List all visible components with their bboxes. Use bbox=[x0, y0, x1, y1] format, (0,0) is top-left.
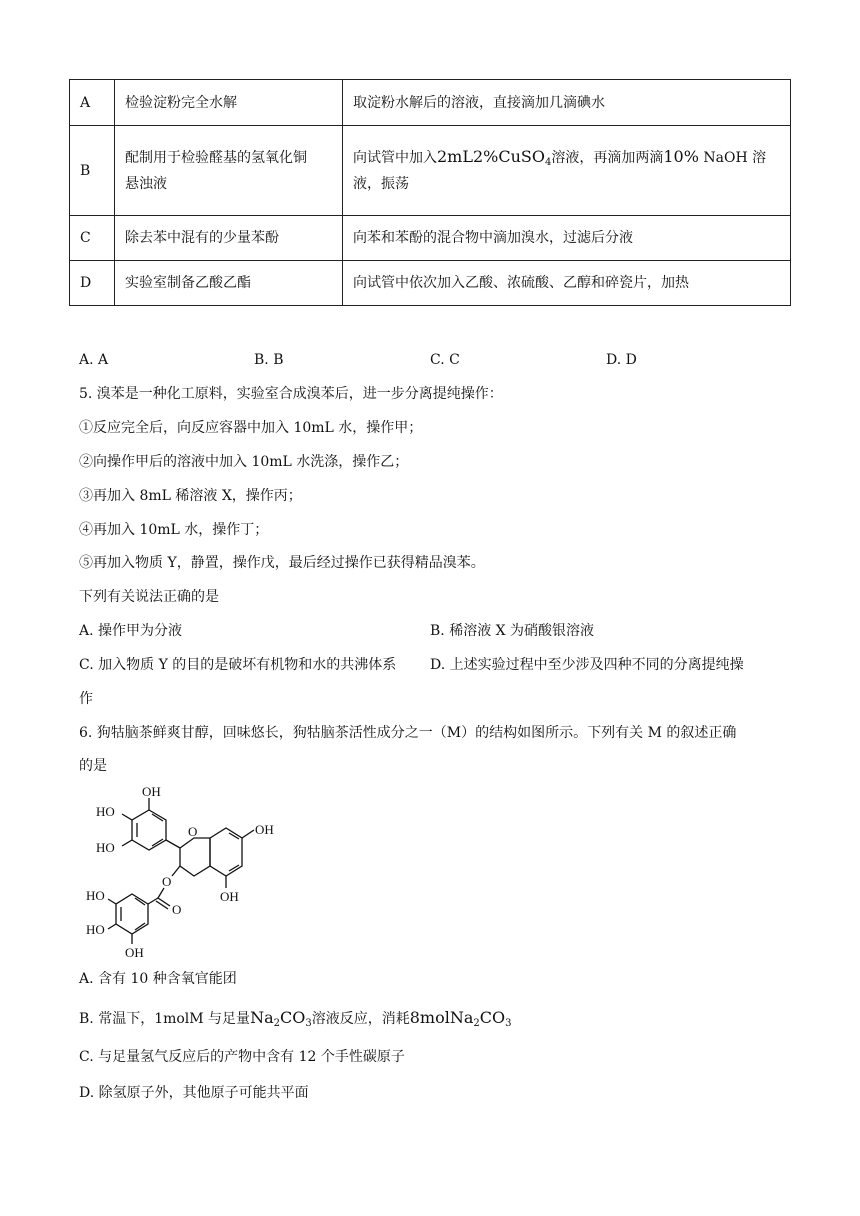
bond bbox=[108, 924, 116, 929]
q5-choice-c[interactable]: C. 加入物质 Y 的目的是破坏有机物和水的共沸体系 bbox=[79, 657, 397, 673]
oh-label: OH bbox=[255, 822, 274, 837]
bond bbox=[242, 830, 254, 838]
experiment-purpose: 配制用于检验醛基的氢氧化铜 悬浊液 bbox=[115, 126, 343, 216]
experiment-operation: 向试管中依次加入乙酸、浓硫酸、乙醇和碎瓷片，加热 bbox=[343, 261, 791, 306]
bond bbox=[108, 899, 116, 904]
q4-choice-a[interactable]: A. A bbox=[79, 352, 109, 368]
molecule-structure bbox=[86, 782, 292, 960]
q6-stem: 6. 狗牯脑茶鲜爽甘醇，回味悠长，狗牯脑茶活性成分之一（M）的结构如图所示。下列有关 M 的叙述正确 bbox=[79, 725, 737, 741]
q4-choice-d[interactable]: D. D bbox=[606, 352, 637, 368]
bond bbox=[156, 901, 168, 909]
experiment-operation: 向试管中加入2mL2%CuSO$_4$溶液，再滴加两滴10% NaOH 溶 液，振荡 bbox=[343, 126, 791, 216]
oh-label: OH bbox=[220, 889, 239, 904]
q5-step: ①反应完全后，向反应容器中加入 10mL 水，操作甲； bbox=[79, 420, 423, 436]
option-letter: B bbox=[70, 126, 115, 216]
bond bbox=[122, 814, 132, 820]
bond bbox=[229, 865, 239, 871]
q5-question: 下列有关说法正确的是 bbox=[79, 589, 219, 605]
option-letter: D bbox=[70, 261, 115, 306]
table-row bbox=[70, 261, 791, 306]
oh-label: OH bbox=[125, 945, 144, 960]
q4-choice-b[interactable]: B. B bbox=[254, 352, 284, 368]
q6-choice-c[interactable]: C. 与足量氢气反应后的产物中含有 12 个手性碳原子 bbox=[79, 1049, 405, 1065]
table-row bbox=[70, 216, 791, 261]
bond bbox=[172, 866, 180, 876]
q5-step: ②向操作甲后的溶液中加入 10mL 水洗涤，操作乙； bbox=[79, 454, 409, 470]
q5-step: ④再加入 10mL 水，操作丁； bbox=[79, 522, 269, 538]
experiment-purpose: 实验室制备乙酸乙酯 bbox=[115, 261, 343, 306]
q5-step: ③再加入 8mL 稀溶液 X，操作丙； bbox=[79, 488, 302, 504]
q4-choice-c[interactable]: C. C bbox=[430, 352, 460, 368]
q6-stem-cont: 的是 bbox=[79, 758, 107, 774]
q5-choice-d-wrap: 作 bbox=[79, 691, 93, 707]
ho-label: HO bbox=[86, 922, 105, 937]
bond bbox=[166, 840, 180, 848]
experiment-table bbox=[69, 79, 791, 306]
q5-step: ⑤再加入物质 Y，静置，操作戊，最后经过操作已获得精品溴苯。 bbox=[79, 555, 485, 571]
benzene-ring bbox=[210, 828, 242, 876]
oh-label: OH bbox=[142, 784, 161, 799]
q5-choice-b[interactable]: B. 稀溶液 X 为硝酸银溶液 bbox=[430, 623, 595, 639]
q5-choice-a[interactable]: A. 操作甲为分液 bbox=[79, 623, 183, 639]
table-row bbox=[70, 80, 791, 126]
bond bbox=[158, 888, 164, 898]
experiment-purpose: 检验淀粉完全水解 bbox=[115, 80, 343, 126]
q5-choice-d[interactable]: D. 上述实验过程中至少涉及四种不同的分离提纯操 bbox=[430, 657, 744, 673]
o-label: O bbox=[162, 874, 172, 889]
pyran-ring bbox=[180, 838, 210, 876]
experiment-purpose: 除去苯中混有的少量苯酚 bbox=[115, 216, 343, 261]
ho-label: HO bbox=[96, 840, 115, 855]
ho-label: HO bbox=[96, 804, 115, 819]
q5-stem: 5. 溴苯是一种化工原料，实验室合成溴苯后，进一步分离提纯操作： bbox=[79, 386, 503, 402]
bond bbox=[229, 833, 239, 839]
q6-choice-a[interactable]: A. 含有 10 种含氧官能团 bbox=[79, 971, 237, 987]
option-letter: C bbox=[70, 216, 115, 261]
experiment-operation: 取淀粉水解后的溶液，直接滴加几滴碘水 bbox=[343, 80, 791, 126]
ho-label: HO bbox=[86, 888, 105, 903]
experiment-operation: 向苯和苯酚的混合物中滴加溴水，过滤后分液 bbox=[343, 216, 791, 261]
bond bbox=[158, 898, 170, 906]
bond bbox=[122, 840, 132, 846]
q6-choice-b[interactable]: B. 常温下，1molM 与足量$Na_2CO_3$溶液反应，消耗$8molNa_2CO_3$ bbox=[79, 1008, 512, 1029]
o-label: O bbox=[172, 902, 182, 917]
o-label: O bbox=[188, 824, 198, 839]
table-row bbox=[70, 126, 791, 216]
q6-choice-d[interactable]: D. 除氢原子外，其他原子可能共平面 bbox=[79, 1085, 309, 1101]
option-letter: A bbox=[70, 80, 115, 126]
